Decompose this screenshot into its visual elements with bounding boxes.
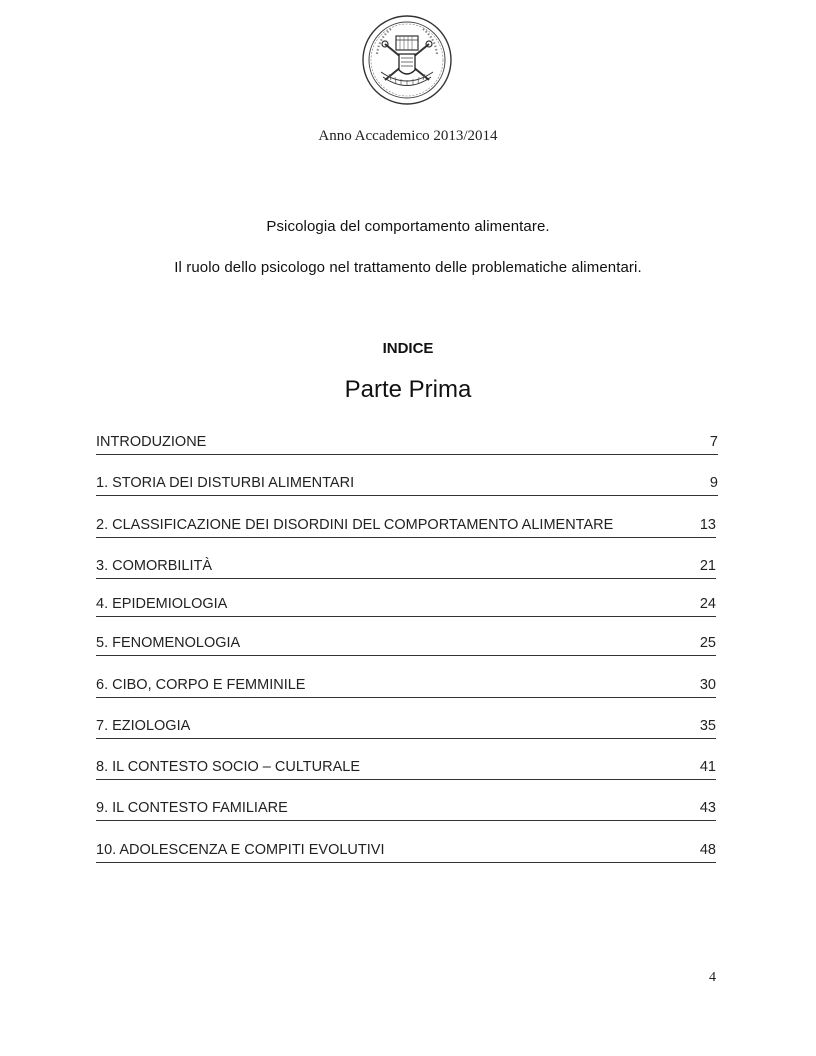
toc-entry-page: 35 [699, 718, 716, 734]
toc-entry-introduzione[interactable] [96, 432, 718, 455]
toc-entry-epidemiologia[interactable] [96, 594, 716, 617]
toc-entry-label: 6. CIBO, CORPO E FEMMINILE [96, 677, 306, 693]
toc-entry-eziologia[interactable] [96, 716, 716, 739]
toc-entry-label: 1. STORIA DEI DISTURBI ALIMENTARI [96, 475, 355, 491]
thesis-title-line1: Psicologia del comportamento alimentare. [266, 218, 550, 235]
toc-entry-label: 7. EZIOLOGIA [96, 718, 191, 734]
university-seal-icon [361, 14, 453, 106]
toc-entry-cibo-corpo[interactable] [96, 675, 716, 698]
toc-entry-page: 9 [709, 475, 718, 491]
toc-entry-fenomenologia[interactable] [96, 633, 716, 656]
toc-entry-storia[interactable] [96, 473, 718, 496]
part-heading: Parte Prima [344, 376, 472, 403]
toc-entry-label: 8. IL CONTESTO SOCIO – CULTURALE [96, 759, 361, 775]
thesis-title-line2: Il ruolo dello psicologo nel trattamento delle problematiche alimentari. [174, 259, 642, 276]
toc-entry-page: 21 [699, 558, 716, 574]
toc-entry-page: 25 [699, 635, 716, 651]
toc-entry-page: 30 [699, 677, 716, 693]
toc-entry-label: 4. EPIDEMIOLOGIA [96, 596, 228, 612]
toc-entry-contesto-socio[interactable] [96, 757, 716, 780]
toc-entry-page: 7 [709, 434, 718, 450]
toc-entry-adolescenza[interactable] [96, 840, 716, 863]
toc-entry-label: 10. ADOLESCENZA E COMPITI EVOLUTIVI [96, 842, 385, 858]
toc-entry-label: 2. CLASSIFICAZIONE DEI DISORDINI DEL COMPORTAMENTO ALIMENTARE [96, 517, 614, 533]
toc-entry-page: 41 [699, 759, 716, 775]
toc-entry-page: 43 [699, 800, 716, 816]
toc-entry-contesto-familiare[interactable] [96, 798, 716, 821]
toc-entry-label: 9. IL CONTESTO FAMILIARE [96, 800, 288, 816]
toc-entry-comorbilita[interactable] [96, 556, 716, 579]
toc-entry-page: 13 [699, 517, 716, 533]
toc-entry-page: 24 [699, 596, 716, 612]
toc-entry-page: 48 [699, 842, 716, 858]
index-heading: INDICE [382, 340, 434, 357]
toc-entry-label: 3. COMORBILITÀ [96, 558, 213, 574]
toc-entry-label: 5. FENOMENOLOGIA [96, 635, 241, 651]
toc-entry-label: INTRODUZIONE [96, 434, 207, 450]
page-number: 4 [709, 970, 716, 985]
academic-year: Anno Accademico 2013/2014 [318, 128, 498, 144]
toc-entry-classificazione[interactable] [96, 515, 716, 538]
